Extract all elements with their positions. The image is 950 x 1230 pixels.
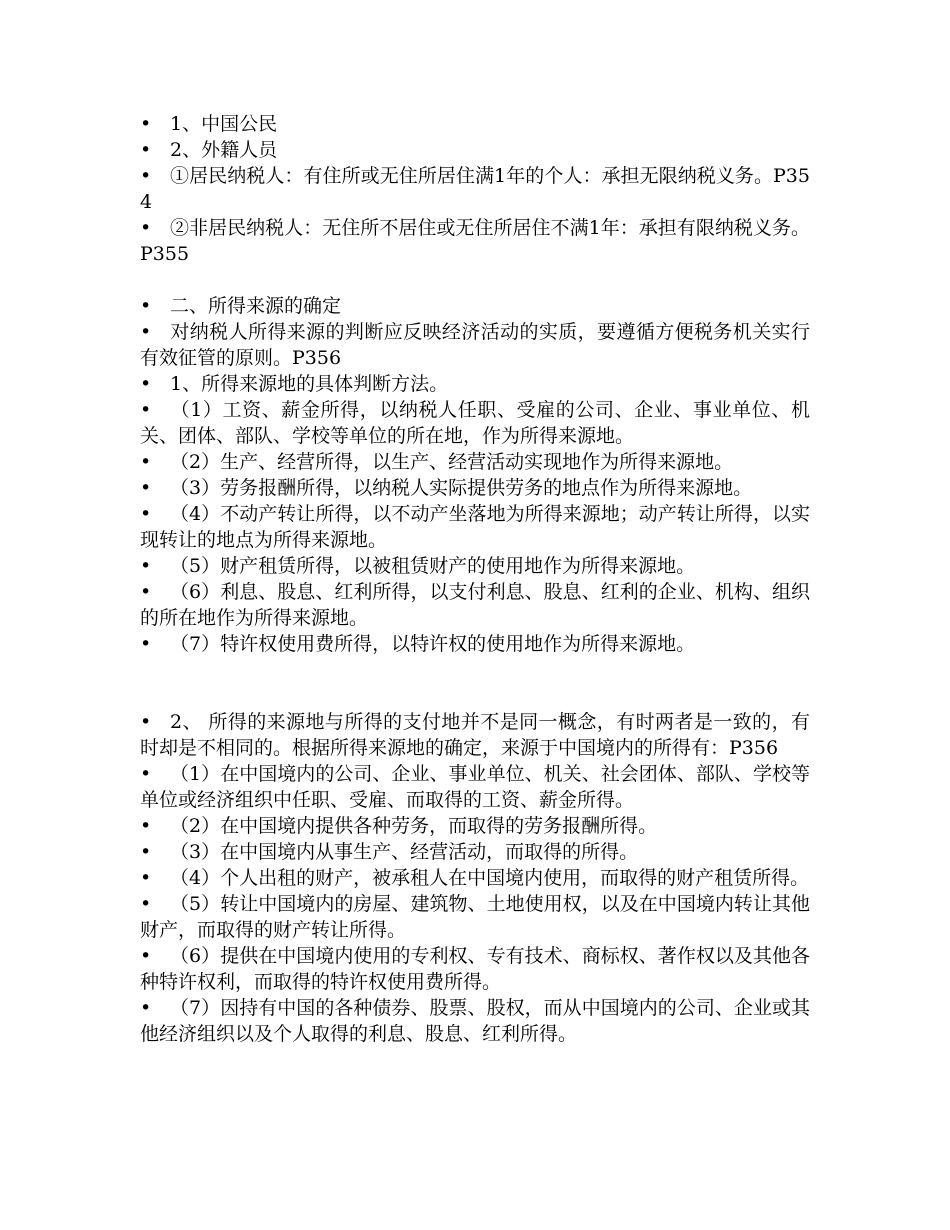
bullet-icon: • — [140, 867, 152, 889]
list-item — [140, 501, 810, 553]
list-item — [140, 215, 810, 267]
bullet-icon: • — [140, 581, 152, 603]
section-domestic-income — [140, 709, 810, 1047]
bullet-icon: • — [140, 477, 152, 499]
list-item — [140, 761, 810, 813]
bullet-icon: • — [140, 373, 152, 395]
list-item — [140, 371, 810, 397]
list-item — [140, 163, 810, 215]
list-item-text: ②非居民纳税人：无住所不居住或无住所居住不满1年：承担有限纳税义务。P355 — [140, 217, 810, 265]
section-taxpayer-types — [140, 111, 810, 267]
bullet-icon: • — [140, 399, 152, 421]
list-item — [140, 865, 810, 891]
list-item-text: （4）不动产转让所得，以不动产坐落地为所得来源地；动产转让所得，以实现转让的地点为所得来源地。 — [140, 503, 810, 551]
list-item-text: 1、中国公民 — [170, 113, 278, 135]
list-item — [140, 839, 810, 865]
list-item — [140, 813, 810, 839]
bullet-icon: • — [140, 763, 152, 785]
list-item-text: （4）个人出租的财产，被承租人在中国境内使用，而取得的财产租赁所得。 — [170, 867, 810, 889]
list-item-text: （1）工资、薪金所得，以纳税人任职、受雇的公司、企业、事业单位、机关、团体、部队、学校等单位的所在地，作为所得来源地。 — [140, 399, 810, 447]
bullet-icon: • — [140, 711, 152, 733]
list-item-text: （2）生产、经营所得，以生产、经营活动实现地作为所得来源地。 — [170, 451, 734, 473]
list-item-text: （7）因持有中国的各种债券、股票、股权，而从中国境内的公司、企业或其他经济组织以及个人取得的利息、股息、红利所得。 — [140, 997, 810, 1045]
bullet-icon: • — [140, 321, 152, 343]
bullet-icon: • — [140, 503, 152, 525]
list-item-text: （2）在中国境内提供各种劳务，而取得的劳务报酬所得。 — [170, 815, 658, 837]
list-item-text: 2、 所得的来源地与所得的支付地并不是同一概念，有时两者是一致的，有时却是不相同的。根据所得来源地的确定，来源于中国境内的所得有：P356 — [140, 711, 810, 759]
list-item — [140, 579, 810, 631]
list-item-text: （5）转让中国境内的房屋、建筑物、土地使用权，以及在中国境内转让其他财产，而取得的财产转让所得。 — [140, 893, 810, 941]
list-item — [140, 631, 810, 657]
list-item-text: ①居民纳税人：有住所或无住所居住满1年的个人：承担无限纳税义务。P354 — [140, 165, 810, 213]
bullet-icon: • — [140, 217, 152, 239]
list-item — [140, 475, 810, 501]
list-item — [140, 891, 810, 943]
list-item — [140, 397, 810, 449]
bullet-icon: • — [140, 997, 152, 1019]
bullet-icon: • — [140, 139, 152, 161]
bullet-icon: • — [140, 945, 152, 967]
list-item — [140, 709, 810, 761]
list-item — [140, 137, 810, 163]
spacer — [140, 657, 810, 709]
list-item-text: 对纳税人所得来源的判断应反映经济活动的实质，要遵循方便税务机关实行有效征管的原则。P356 — [140, 321, 810, 369]
section-heading: 二、所得来源的确定 — [170, 295, 342, 317]
list-item — [140, 111, 810, 137]
bullet-icon: • — [140, 815, 152, 837]
bullet-icon: • — [140, 295, 152, 317]
list-item-text: （3）在中国境内从事生产、经营活动，而取得的所得。 — [170, 841, 639, 863]
bullet-icon: • — [140, 451, 152, 473]
list-item — [140, 293, 810, 319]
bullet-icon: • — [140, 165, 152, 187]
list-item — [140, 449, 810, 475]
bullet-icon: • — [140, 841, 152, 863]
document-page — [140, 111, 810, 1047]
list-item-text: （5）财产租赁所得，以被租赁财产的使用地作为所得来源地。 — [170, 555, 696, 577]
list-item-text: （3）劳务报酬所得，以纳税人实际提供劳务的地点作为所得来源地。 — [170, 477, 753, 499]
bullet-icon: • — [140, 555, 152, 577]
bullet-icon: • — [140, 893, 152, 915]
list-item-text: （1）在中国境内的公司、企业、事业单位、机关、社会团体、部队、学校等单位或经济组织中任职、受雇、而取得的工资、薪金所得。 — [140, 763, 810, 811]
list-item-text: （7）特许权使用费所得，以特许权的使用地作为所得来源地。 — [170, 633, 696, 655]
list-item — [140, 319, 810, 371]
list-item — [140, 553, 810, 579]
list-item-text: （6）提供在中国境内使用的专利权、专有技术、商标权、著作权以及其他各种特许权利，而取得的特许权使用费所得。 — [140, 945, 810, 993]
list-item-text: 2、外籍人员 — [170, 139, 278, 161]
list-item — [140, 995, 810, 1047]
list-item-text: 1、所得来源地的具体判断方法。 — [170, 373, 449, 395]
list-item-text: （6）利息、股息、红利所得，以支付利息、股息、红利的企业、机构、组织的所在地作为所得来源地。 — [140, 581, 810, 629]
list-item — [140, 943, 810, 995]
spacer — [140, 267, 810, 293]
bullet-icon: • — [140, 633, 152, 655]
section-income-source — [140, 293, 810, 657]
bullet-icon: • — [140, 113, 152, 135]
